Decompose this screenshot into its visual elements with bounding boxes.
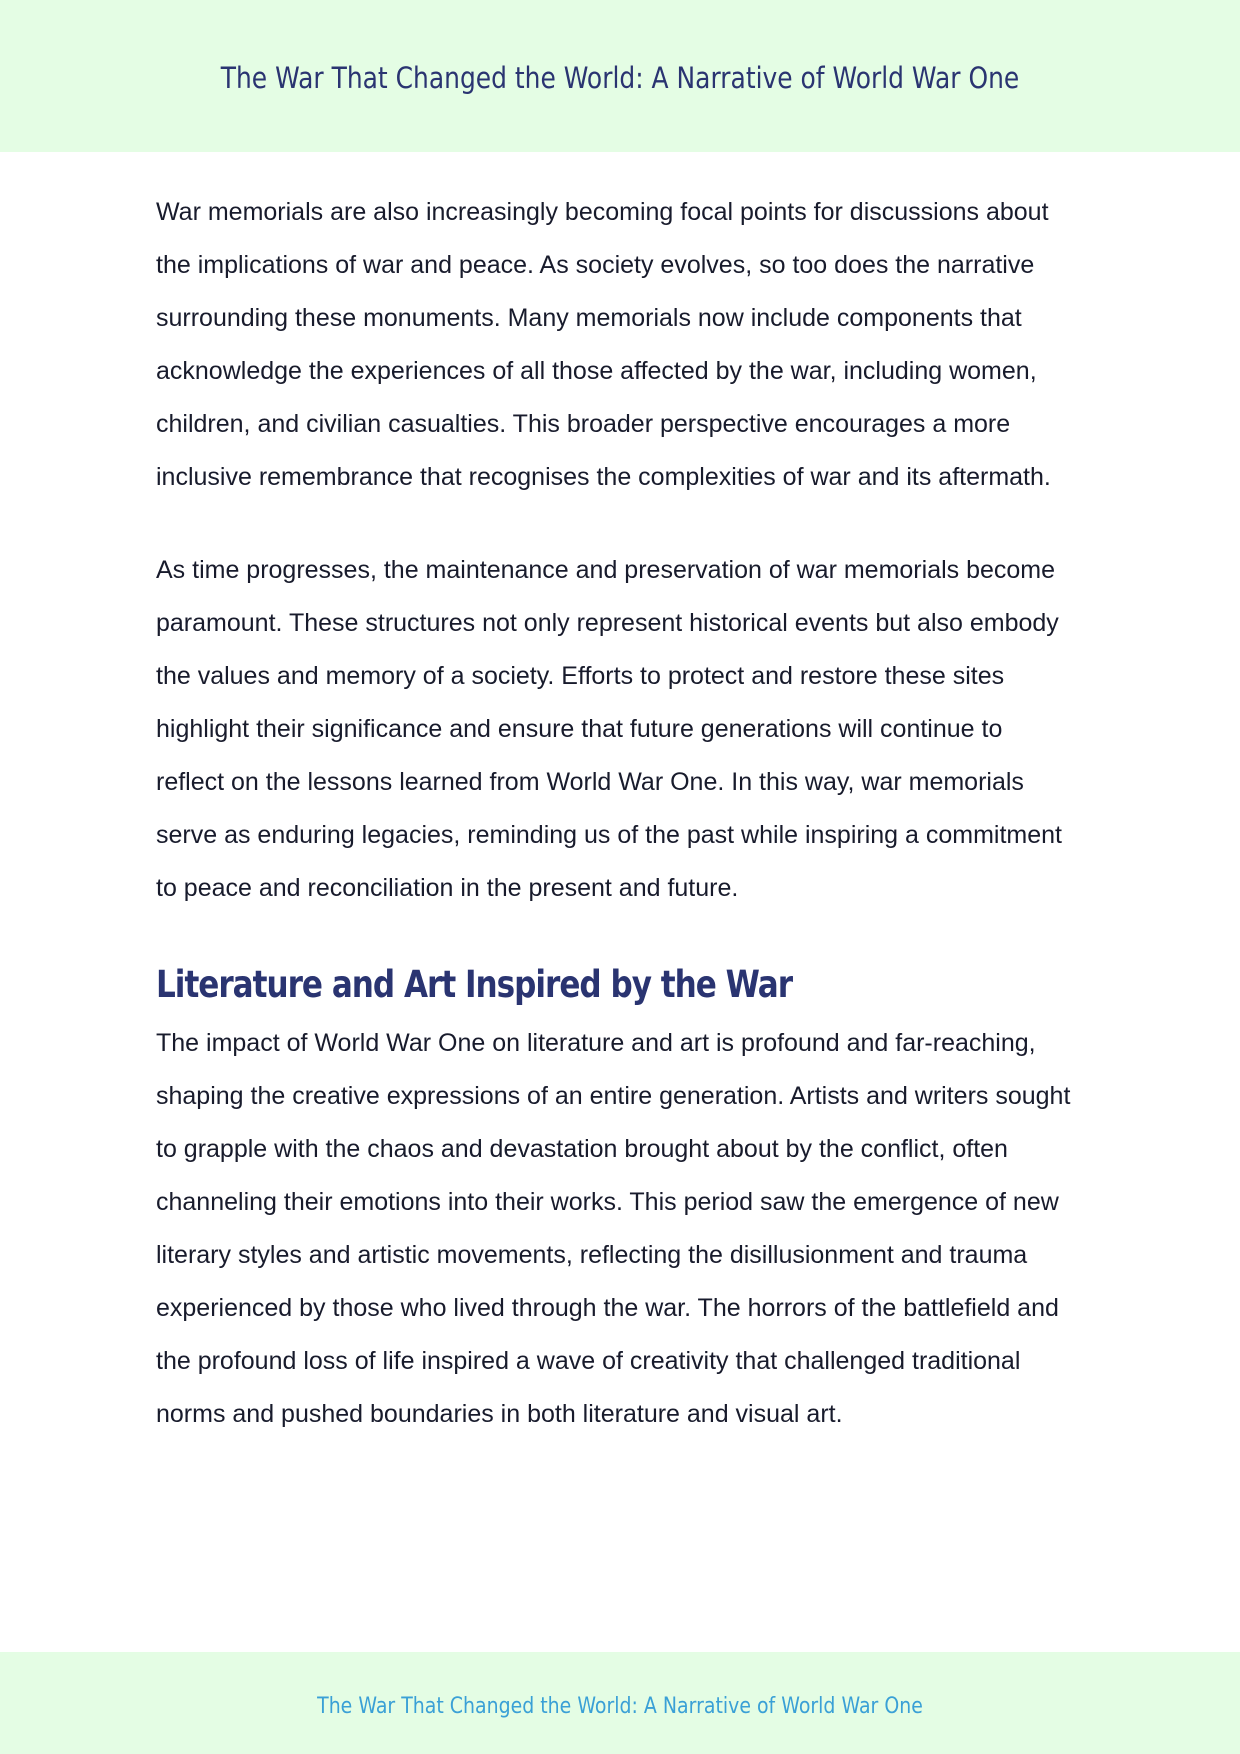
section-paragraph: The impact of World War One on literature and art is profound and far-reaching, shaping the creative expressions of an entire generation. Artists and writers sought to grapple with the chaos and devastation brought about by the conflict, often channeling their emotions into their works. This period saw the emergence of new literary styles and artistic movements, reflecting the disillusionment and trauma experienced by those who lived through the war. The horrors of the battlefield and the profound loss of life inspired a wave of creativity that challenged traditional norms and pushed boundaries in both literature and visual art. (156, 1029, 1071, 1428)
body-paragraph: As time progresses, the maintenance and preservation of war memorials become paramount. These structures not only represent historical events but also embody the values and memory of a society. Efforts to protect and restore these sites highlight their significance and ensure that future generations will continue to reflect on the lessons learned from World War One. In this way, war memorials serve as enduring legacies, reminding us of the past while inspiring a commitment to peace and reconciliation in the present and future. (156, 556, 1063, 902)
page-header-title: The War That Changed the World: A Narrative of World War One (220, 61, 1020, 95)
page-footer-title: The War That Changed the World: A Narrative of World War One (317, 1694, 923, 1719)
section-heading: Literature and Art Inspired by the War (156, 963, 793, 1006)
body-paragraph: War memorials are also increasingly becoming focal points for discussions about the implications of war and peace. As society evolves, so too does the narrative surrounding these monuments. Many memorials now include components that acknowledge the experiences of all those affected by the war, including women, children, and civilian casualties. This broader perspective encourages a more inclusive remembrance that recognises the complexities of war and its aftermath. (156, 198, 1051, 491)
document-body (156, 186, 1076, 1441)
